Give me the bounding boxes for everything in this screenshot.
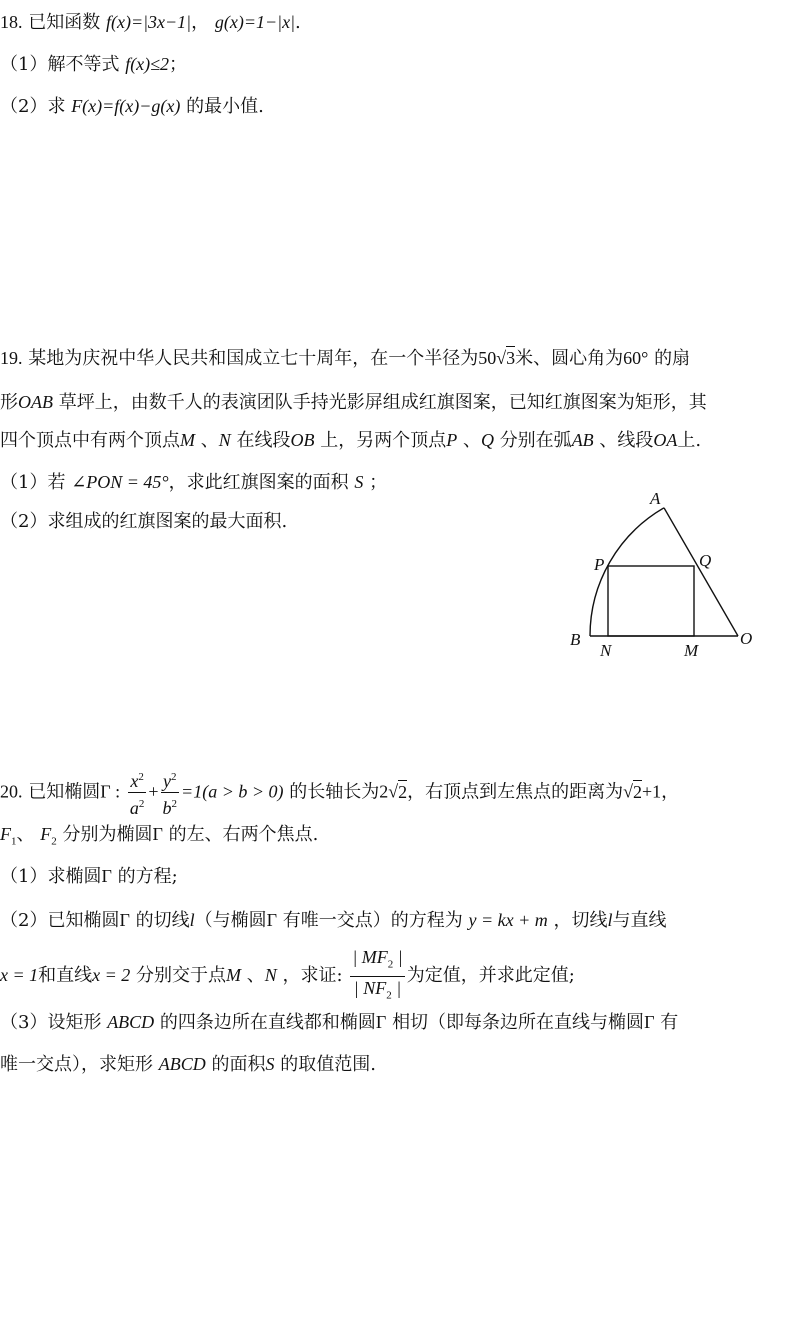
vertex-focus-distance: √2+1，: [623, 781, 680, 802]
part-label: （3）: [0, 1012, 48, 1033]
major-axis-value: 2√2: [379, 781, 408, 802]
q18-stem-text: 已知函数: [28, 12, 101, 33]
q18-part1: （1）解不等式 f(x)≤2；: [0, 54, 188, 75]
part-label: （2）: [0, 511, 48, 532]
ratio-MF2-NF2: $\frac{| MF_2 |}{| NF_2 |}$: [352, 947, 403, 1002]
part-label: （2）: [0, 96, 48, 117]
label-N: N: [600, 641, 612, 660]
part-label: （2）: [0, 910, 48, 931]
q20-number: 20.: [0, 781, 23, 802]
q20-part3-line1: （3）设矩形 ABCD 的四条边所在直线都和椭圆Γ 相切（即每条边所在直线与椭圆Γ 有: [0, 1012, 679, 1033]
angle-PON: ∠PON = 45°: [71, 472, 169, 492]
label-A: A: [650, 489, 661, 508]
q18-number: 18.: [0, 12, 23, 32]
q19-stem-line1: 19. 某地为庆祝中华人民共和国成立七十周年，在一个半径为50√3米、圆心角为60° 的扇: [0, 348, 691, 369]
q20-part1: （1）求椭圆Γ 的方程;: [0, 866, 178, 887]
q19-stem-line3: 四个顶点中有两个顶点M 、N 在线段OB 上，另两个顶点P 、Q 分别在弧AB 、线段OA上.: [0, 430, 702, 451]
q20-part2-line2: x = 1和直线x = 2 分别交于点M 、N ，求证: $\frac{| MF_2 |}{| NF_2 |}$ 为定值，并求此定值;: [0, 946, 575, 1006]
part-label: （1）: [0, 472, 48, 493]
q19-part1: （1）若 ∠PON = 45°，求此红旗图案的面积 S ；: [0, 472, 388, 493]
q18-inequality: f(x)≤2: [125, 54, 170, 74]
q19-stem-line2: 形OAB 草坪上，由数千人的表演团队手持光影屏组成红旗图案，已知红旗图案为矩形，其: [0, 392, 707, 413]
segment-OA: [664, 508, 738, 636]
sector-figure: [560, 482, 760, 662]
central-angle: 60°: [623, 348, 649, 368]
part-label: （1）: [0, 866, 48, 887]
y2-over-b2: $\frac{y^2}{b^2}$: [161, 766, 180, 819]
label-B: B: [570, 630, 581, 649]
q19-part2: （2）求组成的红旗图案的最大面积.: [0, 511, 288, 532]
label-Q: Q: [699, 551, 712, 570]
x2-over-a2: $\frac{x^2}{a^2}$: [128, 766, 147, 819]
label-M: M: [684, 641, 699, 660]
part-label: （1）: [0, 54, 48, 75]
q20-stem-line2: $F_1$、 $F_2$ 分别为椭圆Γ 的左、右两个焦点.: [0, 824, 319, 848]
q20-part3-line2: 唯一交点），求矩形 ABCD 的面积S 的取值范围.: [0, 1054, 376, 1075]
q18-g-definition: g(x)=1−|x|: [214, 12, 296, 32]
flag-rectangle: [608, 566, 694, 636]
q18-stem: 18. 已知函数 f(x)=|3x−1|， g(x)=1−|x|.: [0, 12, 301, 33]
q18-f-definition: f(x)=|3x−1|: [105, 12, 192, 32]
q19-number: 19.: [0, 348, 23, 368]
q18-F-definition: F(x)=f(x)−g(x): [71, 96, 181, 116]
tangent-line-equation: y = kx + m: [468, 910, 548, 930]
radius-value: 50√3: [478, 348, 516, 368]
q20-part2-line1: （2）已知椭圆Γ 的切线l（与椭圆Γ 有唯一交点）的方程为 y = kx + m ，切线l与直线: [0, 910, 667, 931]
label-O: O: [740, 629, 753, 648]
q18-part2: （2）求 F(x)=f(x)−g(x) 的最小值.: [0, 96, 264, 117]
label-P: P: [594, 555, 605, 574]
q20-stem-line1: 20. 已知椭圆Γ : $\frac{x^2}{a^2}$ + $\frac{y^2}{b^2}$ =1(a > b > 0) 的长轴长为2√2，右顶点到左焦点的距离为√2+1，: [0, 766, 679, 819]
